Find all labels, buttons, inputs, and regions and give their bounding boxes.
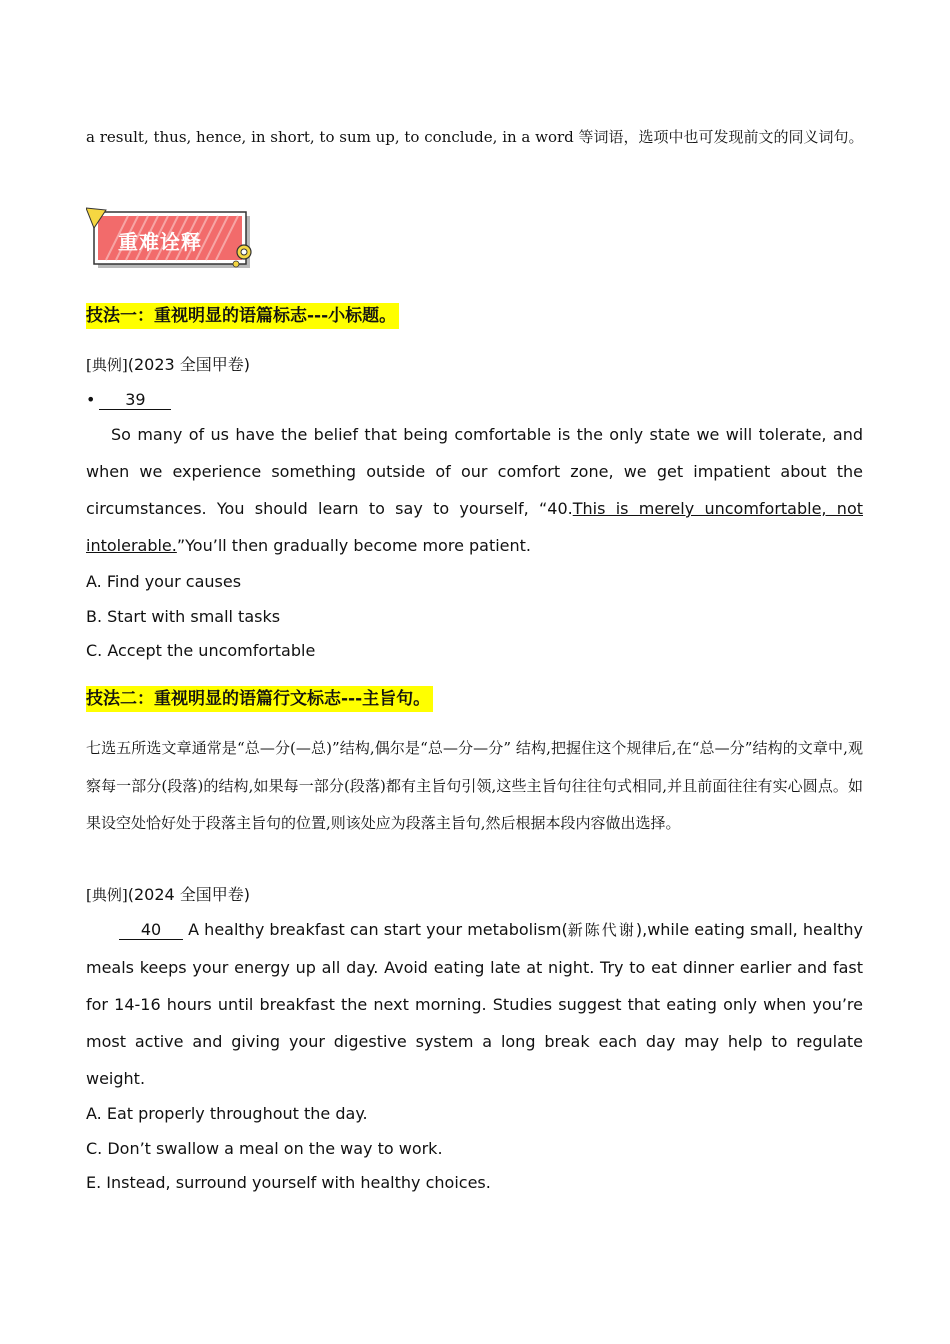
section2-explanation: 七选五所选文章通常是“总—分(—总)”结构,偶尔是“总—分—分” 结构,把握住这个规律后,在“总—分”结构的文章中,观察每一部分(段落)的结构,如果每一部分(段落)都有主旨句引领,这些主旨句往往句式相同,并且前面往往有实心圆点。如果设空处恰好处于段落主旨句的位置,则该处应为段落主旨句,然后根据本段内容做出选择。 xyxy=(86,739,863,832)
section1-example-line xyxy=(86,355,250,375)
intro-text: a result, thus, hence, in short, to sum up, to conclude, in a word 等词语，选项中也可发现前文的同义词句。 xyxy=(86,128,864,146)
section1-bullet-line xyxy=(86,390,171,410)
example-source: (2023 全国甲卷) xyxy=(127,355,251,374)
badge-dot xyxy=(233,261,239,267)
section1-heading: 技法一：重视明显的语篇标志---小标题。 xyxy=(86,303,399,329)
example-source: (2024 全国甲卷) xyxy=(127,885,251,904)
section2-option-e: E. Instead, surround yourself with healthy choices. xyxy=(86,1173,491,1192)
badge-label: 重难诠释 xyxy=(118,230,202,254)
paragraph-text-start: So many of us have the belief that being comfortable is the only state we will tolerate, and when we experience something outside of our comfort zone, we get impatient about the circumstances. You should learn to say to yourself, “40. xyxy=(86,425,863,518)
section1-paragraph xyxy=(86,416,863,564)
underlined-sentence: This is merely uncomfortable, not intolerable. xyxy=(86,499,863,555)
section2-heading: 技法二：重视明显的语篇行文标志---主旨句。 xyxy=(86,686,433,712)
paragraph-text-a: A healthy breakfast can start your metabolism( xyxy=(183,920,568,939)
section-badge xyxy=(86,206,258,276)
paragraph-text-b: ),while eating small, healthy meals keeps your energy up all day. Avoid eating late at night. Try to eat dinner earlier and fast for 14-16 hours until breakfast the next morning. Studies suggest that eating only when you’re most active and giving your digestive system a long break each day may help to regulate weight. xyxy=(86,920,863,1088)
badge-ring-inner xyxy=(241,249,247,255)
section1-option-c: C. Accept the uncomfortable xyxy=(86,641,316,660)
bullet-icon: • xyxy=(86,390,96,409)
section1-option-b: B. Start with small tasks xyxy=(86,607,281,626)
section1-option-a: A. Find your causes xyxy=(86,572,242,591)
answer-blank-40: 40 xyxy=(119,921,183,940)
section2-option-a: A. Eat properly throughout the day. xyxy=(86,1104,368,1123)
example-tag: [典例] xyxy=(86,356,128,374)
section2-paragraph xyxy=(86,911,863,1097)
paragraph-text-end: ”You’ll then gradually become more patient. xyxy=(176,536,532,555)
example-tag: [典例] xyxy=(86,886,128,904)
answer-blank-39: 39 xyxy=(99,391,171,410)
paragraph-chinese-gloss: 新陈代谢 xyxy=(567,921,636,939)
section2-option-c: C. Don’t swallow a meal on the way to work. xyxy=(86,1139,443,1158)
section2-example-line xyxy=(86,885,250,905)
